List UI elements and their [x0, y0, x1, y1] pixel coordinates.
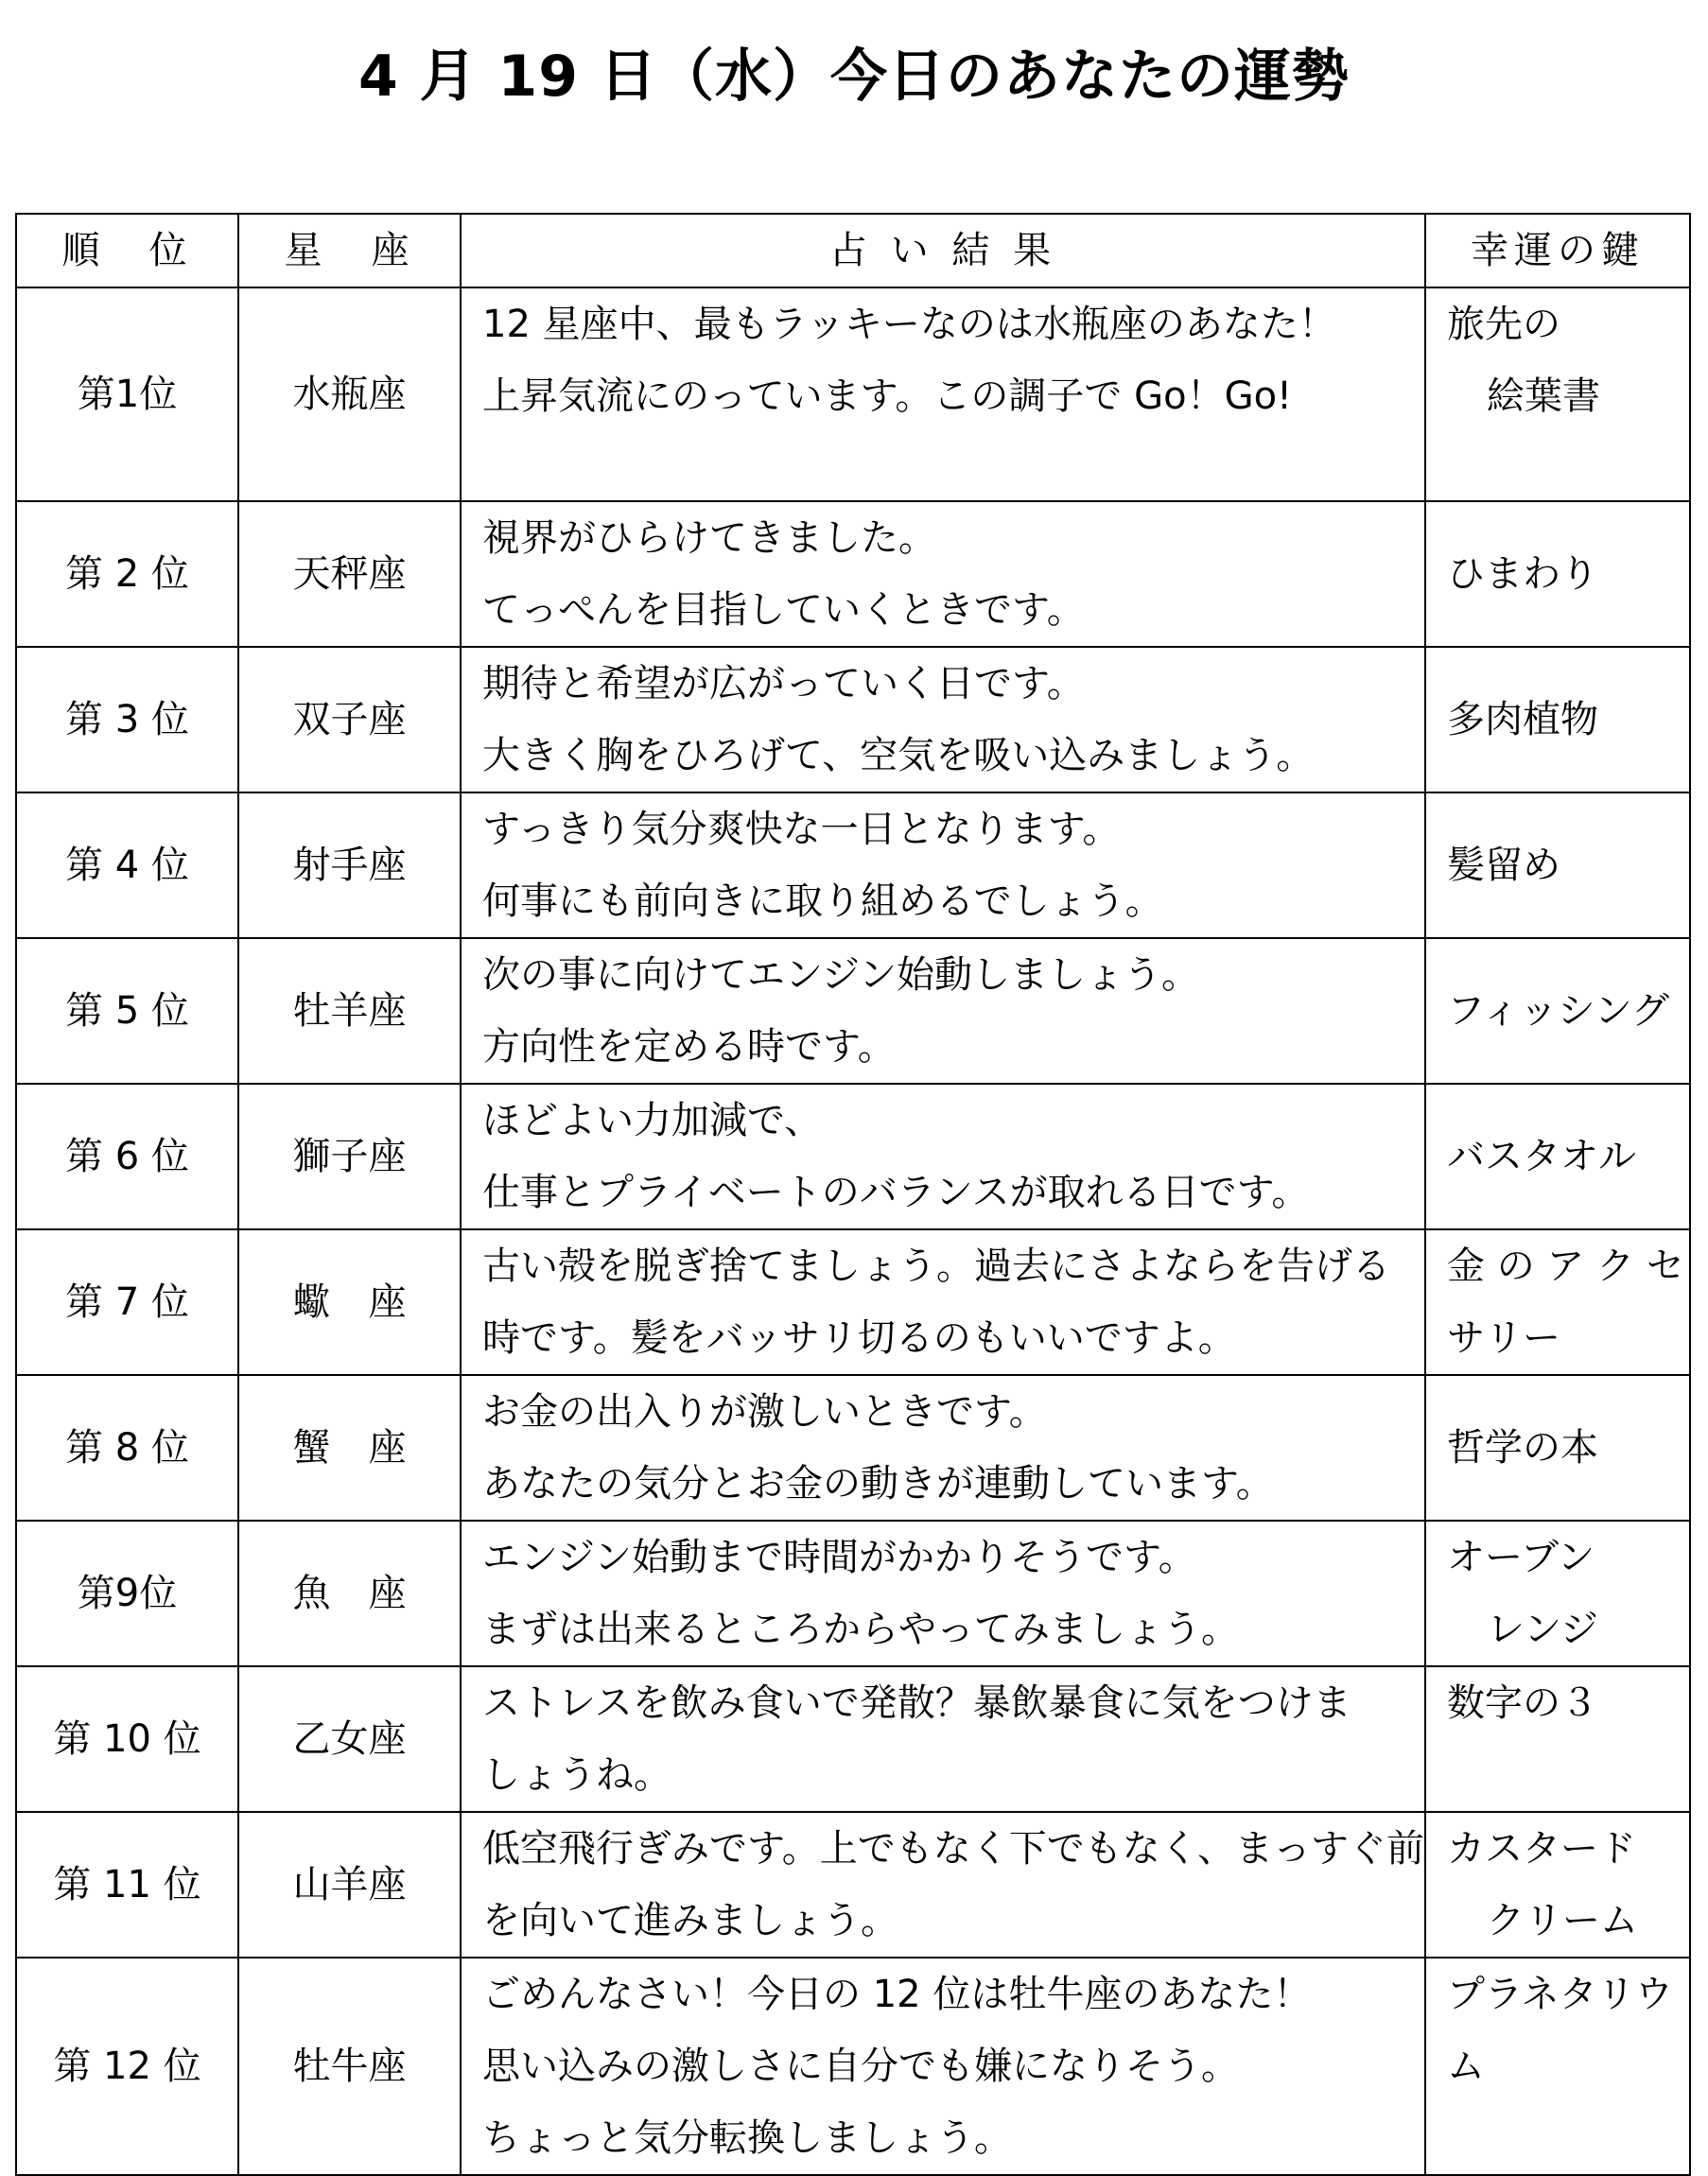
key-line: オーブン — [1447, 1536, 1595, 1579]
rank-cell: 第 2 位 — [16, 501, 238, 647]
result-line: 大きく胸をひろげて、空気を吸い込みましょう。 — [482, 734, 1315, 777]
sign-cell: 蟹 座 — [238, 1375, 461, 1521]
sign-cell: 山羊座 — [238, 1812, 461, 1958]
table-row — [16, 1229, 1690, 1375]
fortune-table — [15, 213, 1691, 2176]
key-line: 多肉植物 — [1447, 698, 1598, 741]
key-line: クリーム — [1487, 1899, 1638, 1942]
rank-cell: 第 4 位 — [16, 792, 238, 938]
table-row — [16, 501, 1690, 647]
result-line: 古い殻を脱ぎ捨てましょう。過去にさよならを告げる — [482, 1245, 1390, 1288]
key-cell — [1425, 1666, 1690, 1812]
key-line: カスタード — [1447, 1827, 1636, 1871]
result-cell — [461, 1666, 1425, 1812]
key-cell — [1425, 938, 1690, 1084]
key-line: プラネタリウ — [1447, 1973, 1673, 2016]
header-rank: 順 位 — [16, 214, 238, 287]
result-line: エンジン始動まで時間がかかりそうです。 — [482, 1536, 1196, 1579]
key-line: 数字の３ — [1447, 1681, 1598, 1725]
sign-cell: 蠍 座 — [238, 1229, 461, 1375]
table-row — [16, 1666, 1690, 1812]
result-cell — [461, 287, 1425, 501]
result-line: 期待と希望が広がっていく日です。 — [482, 662, 1085, 705]
result-line: 低空飛行ぎみです。上でもなく下でもなく、まっすぐ前 — [482, 1827, 1424, 1871]
result-line: まずは出来るところからやってみましょう。 — [482, 1608, 1239, 1651]
key-cell — [1425, 1958, 1690, 2175]
rank-cell: 第 5 位 — [16, 938, 238, 1084]
result-line: 12 星座中、最もラッキーなのは水瓶座のあなた！ — [482, 303, 1336, 346]
result-line: あなたの気分とお金の動きが連動しています。 — [482, 1462, 1274, 1506]
result-cell — [461, 501, 1425, 647]
rank-cell: 第 11 位 — [16, 1812, 238, 1958]
sign-cell: 牡牛座 — [238, 1958, 461, 2175]
result-line: 何事にも前向きに取り組めるでしょう。 — [482, 879, 1163, 923]
rank-cell: 第1位 — [16, 287, 238, 501]
rank-cell: 第 8 位 — [16, 1375, 238, 1521]
key-cell — [1425, 1812, 1690, 1958]
key-line: 哲学の本 — [1447, 1426, 1598, 1470]
result-line: 時です。髪をバッサリ切るのもいいですよ。 — [482, 1316, 1236, 1360]
table-row — [16, 1375, 1690, 1521]
result-cell — [461, 792, 1425, 938]
key-cell — [1425, 1375, 1690, 1521]
table-row — [16, 1084, 1690, 1229]
result-line: しょうね。 — [482, 1753, 671, 1797]
key-line: ひまわり — [1447, 552, 1598, 596]
sign-cell: 水瓶座 — [238, 287, 461, 501]
table-row — [16, 1958, 1690, 2175]
sign-cell: 双子座 — [238, 647, 461, 792]
result-line: ほどよい力加減で、 — [482, 1099, 823, 1142]
key-line: 髪留め — [1447, 844, 1560, 887]
rank-cell: 第 10 位 — [16, 1666, 238, 1812]
result-line: を向いて進みましょう。 — [482, 1899, 898, 1942]
sign-cell: 射手座 — [238, 792, 461, 938]
result-cell — [461, 938, 1425, 1084]
result-line: てっぺんを目指していくときです。 — [482, 588, 1085, 632]
key-cell — [1425, 792, 1690, 938]
sign-cell: 乙女座 — [238, 1666, 461, 1812]
result-cell — [461, 1812, 1425, 1958]
key-cell — [1425, 501, 1690, 647]
sign-cell: 天秤座 — [238, 501, 461, 647]
result-line: ストレスを飲み食いで発散？暴飲暴食に気をつけま — [482, 1681, 1351, 1725]
table-header-row — [16, 214, 1690, 287]
result-line: 方向性を定める時です。 — [482, 1025, 896, 1069]
result-line: ごめんなさい！今日の 12 位は牡牛座のあなた！ — [482, 1973, 1312, 2016]
result-cell — [461, 1521, 1425, 1666]
rank-cell: 第 7 位 — [16, 1229, 238, 1375]
key-line: サリー — [1447, 1316, 1560, 1360]
key-cell — [1425, 287, 1690, 501]
table-row — [16, 1521, 1690, 1666]
sign-cell: 獅子座 — [238, 1084, 461, 1229]
result-cell — [461, 1229, 1425, 1375]
key-line: 絵葉書 — [1487, 374, 1600, 418]
result-cell — [461, 1375, 1425, 1521]
table-row — [16, 287, 1690, 501]
result-line: ちょっと気分転換しましょう。 — [482, 2116, 1012, 2160]
key-line: レンジ — [1487, 1608, 1598, 1651]
result-line: 仕事とプライベートのバランスが取れる日です。 — [482, 1171, 1310, 1214]
key-line: 旅先の — [1447, 303, 1560, 346]
header-key: 幸運の鍵 — [1425, 214, 1690, 287]
key-cell — [1425, 1229, 1690, 1375]
header-result: 占 い 結 果 — [461, 214, 1425, 287]
table-row — [16, 1812, 1690, 1958]
key-line: バスタオル — [1447, 1135, 1636, 1178]
result-line: 視界がひらけてきました。 — [482, 516, 936, 560]
rank-cell: 第9位 — [16, 1521, 238, 1666]
key-line: 金 の ア ク セ — [1447, 1245, 1684, 1288]
result-cell — [461, 647, 1425, 792]
result-line: 思い込みの激しさに自分でも嫌になりそう。 — [482, 2045, 1239, 2088]
result-cell — [461, 1084, 1425, 1229]
rank-cell: 第 12 位 — [16, 1958, 238, 2175]
key-line: ム — [1447, 2045, 1485, 2088]
key-cell — [1425, 1521, 1690, 1666]
header-sign: 星 座 — [238, 214, 461, 287]
page-title: 4 月 19 日（水）今日のあなたの運勢 — [358, 44, 1350, 110]
table-row — [16, 938, 1690, 1084]
sign-cell: 牡羊座 — [238, 938, 461, 1084]
key-cell — [1425, 1084, 1690, 1229]
result-line: 上昇気流にのっています。この調子で Go！Go! — [482, 374, 1293, 418]
rank-cell: 第 6 位 — [16, 1084, 238, 1229]
table-row — [16, 647, 1690, 792]
key-line: フィッシング — [1447, 989, 1669, 1033]
key-cell — [1425, 647, 1690, 792]
table-row — [16, 792, 1690, 938]
sign-cell: 魚 座 — [238, 1521, 461, 1666]
result-line: お金の出入りが激しいときです。 — [482, 1390, 1047, 1434]
rank-cell: 第 3 位 — [16, 647, 238, 792]
result-line: すっきり気分爽快な一日となります。 — [482, 808, 1121, 851]
result-cell — [461, 1958, 1425, 2175]
result-line: 次の事に向けてエンジン始動しましょう。 — [482, 953, 1199, 997]
